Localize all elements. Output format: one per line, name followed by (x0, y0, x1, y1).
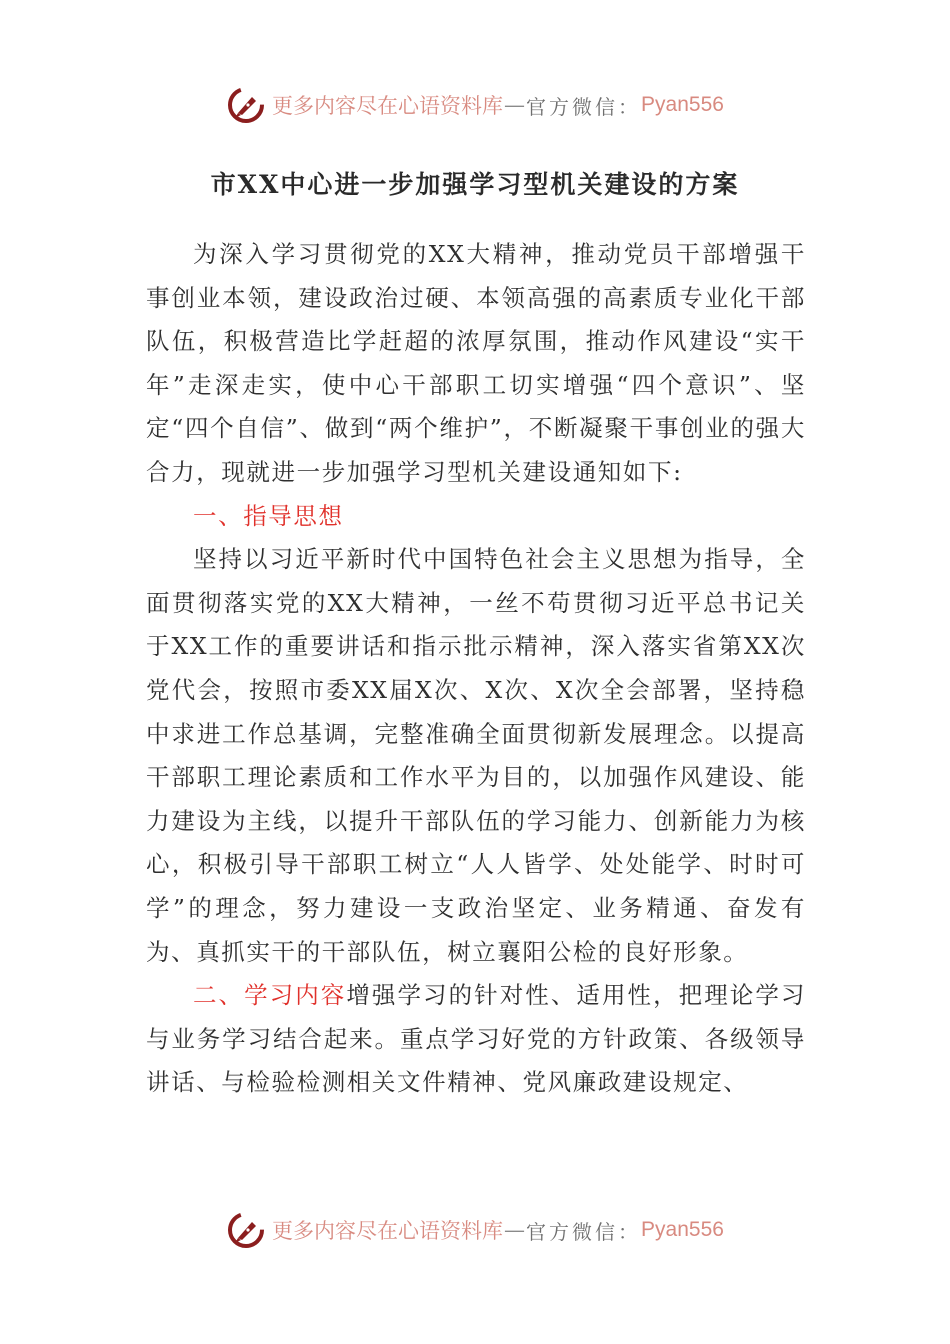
pen-nib-logo-icon (226, 1210, 266, 1250)
document-body (146, 233, 806, 1105)
promo-text: 更多内容尽在心语资料库 (272, 94, 504, 118)
wechat-id: Pyan556 (641, 1218, 724, 1241)
banner-dash: — (504, 1218, 526, 1242)
promo-text: 更多内容尽在心语资料库 (272, 1219, 504, 1243)
footer-banner (0, 1207, 950, 1253)
wechat-id: Pyan556 (641, 93, 724, 116)
pen-nib-logo-icon (226, 85, 266, 125)
wechat-label: 官方微信： (526, 1219, 642, 1244)
wechat-label: 官方微信： (526, 94, 642, 119)
section-heading: 一、指导思想 (193, 501, 344, 530)
section-heading: 二、学习内容 (193, 981, 347, 1010)
section-paragraph: 坚持以习近平新时代中国特色社会主义思想为指导，全面贯彻落实党的XX大精神，一丝不苟贯彻习近平总书记关于XX工作的重要讲话和指示批示精神，深入落实省第XX次党代会，按照市委XX届X次、X次、X次全会部署，坚持稳中求进工作总基调，完整准确全面贯彻新发展理念。以提高干部职工理论素质和工作水平为目的，以加强作风建设、能力建设为主线，以提升干部队伍的学习能力、创新能力为核心，积极引导干部职工树立“人人皆学、处处能学、时时可学”的理念，努力建设一支政治坚定、业务精通、奋发有为、真抓实干的干部队伍，树立襄阳公检的良好形象。 (146, 545, 806, 966)
section-body-text: 增强学习的针对性、适用性，把理论学习与业务学习结合起来。重点学习好党的方针政策、各级领导讲话、与检验检测相关文件精神、党风廉政建设规定、 (146, 981, 806, 1097)
section-paragraph-with-heading (146, 974, 806, 1105)
document-title: 市XX中心进一步加强学习型机关建设的方案 (210, 170, 740, 199)
header-banner (0, 82, 950, 128)
intro-paragraph: 为深入学习贯彻党的XX大精神，推动党员干部增强干事创业本领，建设政治过硬、本领高强的高素质专业化干部队伍，积极营造比学赶超的浓厚氛围，推动作风建设“实干年”走深走实，使中心干部职工切实增强“四个意识”、坚定“四个自信”、做到“两个维护”，不断凝聚干事创业的强大合力，现就进一步加强学习型机关建设通知如下: (146, 240, 806, 486)
banner-dash: — (504, 93, 526, 117)
